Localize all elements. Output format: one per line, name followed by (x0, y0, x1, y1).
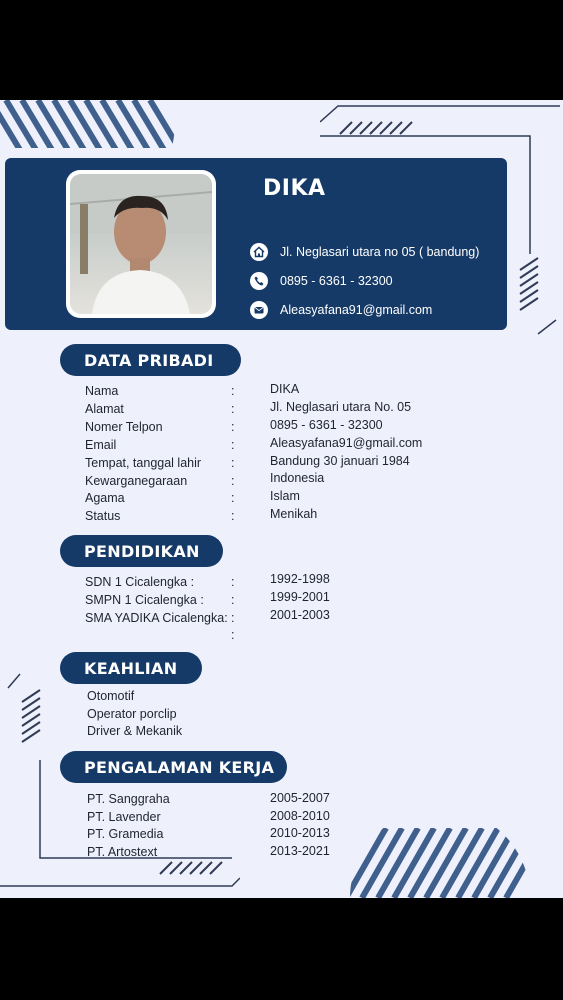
education-years: 1999-2001 (270, 590, 330, 604)
section-experience-title: PENGALAMAN KERJA (60, 751, 287, 783)
profile-photo (70, 174, 212, 314)
personal-label: Alamat (85, 402, 124, 416)
bottom-right-stripes-decoration (350, 828, 540, 898)
experience-years: 2010-2013 (270, 826, 330, 840)
experience-company: PT. Gramedia (87, 827, 164, 841)
colon: : (231, 474, 235, 488)
experience-years: 2013-2021 (270, 844, 330, 858)
personal-value: Indonesia (270, 471, 325, 485)
education-years: 1992-1998 (270, 572, 330, 586)
colon: : (231, 456, 235, 470)
personal-label: Nomer Telpon (85, 420, 163, 434)
skill-item: Otomotif (87, 689, 135, 703)
education-school: SMA YADIKA Cicalengka: (85, 611, 228, 625)
colon: : (231, 593, 235, 607)
contact-email-text: Aleasyafana91@gmail.com (280, 303, 433, 317)
experience-years: 2008-2010 (270, 809, 330, 823)
personal-value: Jl. Neglasari utara No. 05 (270, 400, 412, 414)
contact-address (250, 242, 479, 262)
personal-value: Aleasyafana91@gmail.com (270, 436, 423, 450)
colon: : (231, 575, 235, 589)
personal-label: Status (85, 509, 121, 523)
personal-value: Islam (270, 489, 300, 503)
top-left-stripes-decoration (0, 100, 180, 150)
colon: : (231, 628, 235, 642)
contact-address-text: Jl. Neglasari utara no 05 ( bandung) (280, 245, 480, 259)
contact-phone-text: 0895 - 6361 - 32300 (280, 274, 393, 288)
section-education-title: PENDIDIKAN (60, 535, 223, 567)
profile-photo-frame (66, 170, 216, 318)
skill-item: Driver & Mekanik (87, 724, 183, 738)
experience-company: PT. Lavender (87, 810, 161, 824)
contact-email (250, 300, 432, 320)
header-banner (5, 158, 507, 330)
home-icon (250, 243, 268, 261)
resume-page (0, 100, 563, 898)
personal-value: DIKA (270, 382, 300, 396)
personal-label: Nama (85, 384, 119, 398)
colon: : (231, 402, 235, 416)
colon: : (231, 384, 235, 398)
education-years: 2001-2003 (270, 608, 330, 622)
colon: : (231, 611, 235, 625)
skill-item: Operator porclip (87, 707, 177, 721)
colon: : (231, 509, 235, 523)
personal-value: Menikah (270, 507, 318, 521)
colon: : (231, 491, 235, 505)
mail-icon (250, 301, 268, 319)
header-name: DIKA (263, 176, 326, 201)
contact-phone (250, 271, 393, 291)
experience-company: PT. Artostext (87, 845, 158, 859)
personal-label: Agama (85, 491, 125, 505)
education-school: SDN 1 Cicalengka : (85, 575, 195, 589)
personal-label: Kewarganegaraan (85, 474, 188, 488)
colon: : (231, 420, 235, 434)
phone-icon (250, 272, 268, 290)
section-personal-title: DATA PRIBADI (60, 344, 241, 376)
experience-years: 2005-2007 (270, 791, 330, 805)
education-school: SMPN 1 Cicalengka : (85, 593, 204, 607)
experience-company: PT. Sanggraha (87, 792, 170, 806)
personal-label: Email (85, 438, 117, 452)
section-skills-title: KEAHLIAN (60, 652, 202, 684)
personal-value: Bandung 30 januari 1984 (270, 454, 410, 468)
personal-label: Tempat, tanggal lahir (85, 456, 202, 470)
personal-value: 0895 - 6361 - 32300 (270, 418, 383, 432)
colon: : (231, 438, 235, 452)
